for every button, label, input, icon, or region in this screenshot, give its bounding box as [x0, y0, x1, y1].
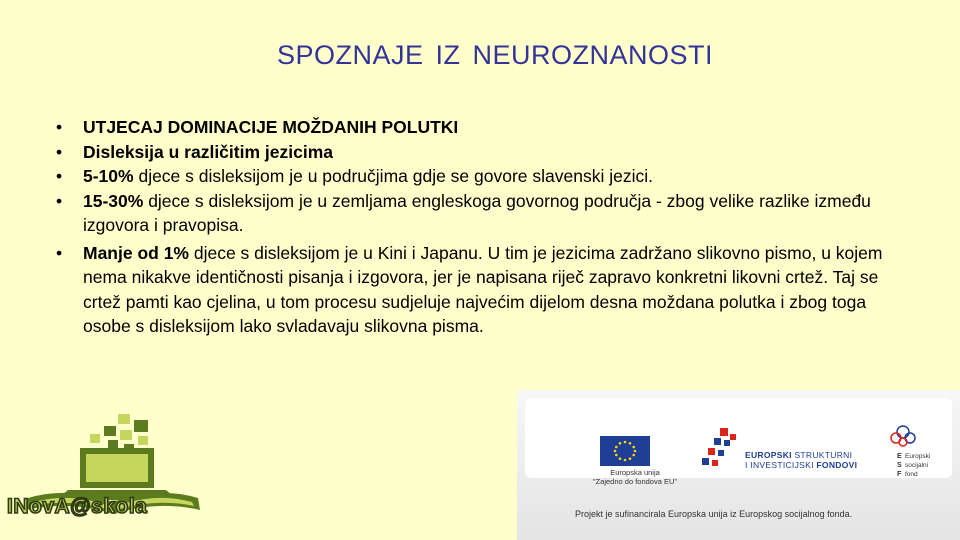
bullet-item	[56, 115, 886, 140]
esif-title	[745, 450, 857, 470]
esf-flower-icon	[885, 422, 921, 452]
slide-title: SPOZNAJE IZ NEUROZNANOSTI	[276, 40, 714, 70]
esf-subtitle	[905, 452, 930, 479]
esf-letter: S	[897, 462, 902, 469]
esif-title-part: EUROPSKI	[745, 450, 792, 460]
esf-letters	[897, 452, 902, 479]
bullet-title: Disleksija u različitim jezicima	[83, 141, 333, 162]
esf-letter: E	[897, 453, 902, 460]
bullet-item	[56, 140, 886, 165]
bullet-title: UTJECAJ DOMINACIJE MOŽDANIH POLUTKI	[83, 117, 459, 137]
bullet-lead: 5-10%	[83, 166, 134, 186]
logo-text: INovA@skola	[7, 495, 148, 518]
bullet-dot: •	[56, 141, 63, 162]
bullet-dot: •	[56, 190, 63, 211]
eu-funding-panel	[517, 390, 960, 540]
eu-logos-card	[525, 398, 952, 486]
bullet-text: djece s disleksijom je u zemljama engleskoga govornog područja - zbog velike razlike između izgovora i pravopisa.	[83, 190, 871, 235]
bullet-text: djece s disleksijom je u Kini i Japanu. U tim je jezicima zadržano slikovno pismo, u kojem nema nikakve identičnosti pisanja i izgovora, jer je napisana riječ zapravo konkretni likovni crtež. Taj se crtež pamti kao cjelina, u tom procesu sudjeluje najvećim dijelom desna moždana polutka i zbog toga osobe s disleksijom lako svladavaju slikovna pisma.	[83, 242, 883, 336]
eu-funding-footer: Projekt je sufinancirala Europska unija iz Europskog socijalnog fonda.	[575, 509, 853, 519]
esf-subtitle-line: Europski	[905, 453, 931, 460]
esif-title-part: STRUKTURNI	[791, 450, 853, 460]
bullet-list	[56, 115, 886, 339]
bullet-lead: 15-30%	[83, 190, 144, 211]
bullet-item	[56, 164, 886, 189]
bullet-dot: •	[56, 166, 63, 186]
bullet-item	[56, 189, 886, 238]
esif-title-part: I INVESTICIJSKI	[745, 460, 814, 470]
esif-logo-icon	[700, 424, 750, 474]
bullet-item	[56, 241, 886, 339]
eu-caption	[585, 468, 685, 486]
esf-letter: F	[897, 471, 902, 478]
bullet-text: djece s disleksijom je u područjima gdje se govore slavenski jezici.	[133, 166, 653, 186]
bullet-dot: •	[56, 117, 63, 137]
esf-subtitle-line: socijalni	[905, 462, 929, 469]
bullet-dot: •	[56, 242, 63, 263]
esf-subtitle-line: fond	[905, 471, 918, 478]
eu-flag-icon	[600, 436, 650, 466]
eu-caption-line: Europska unija	[610, 468, 660, 477]
bullet-lead: Manje od 1%	[83, 242, 189, 263]
eu-caption-line: "Zajedno do fondova EU"	[592, 477, 678, 486]
esif-title-part: FONDOVI	[813, 460, 858, 470]
